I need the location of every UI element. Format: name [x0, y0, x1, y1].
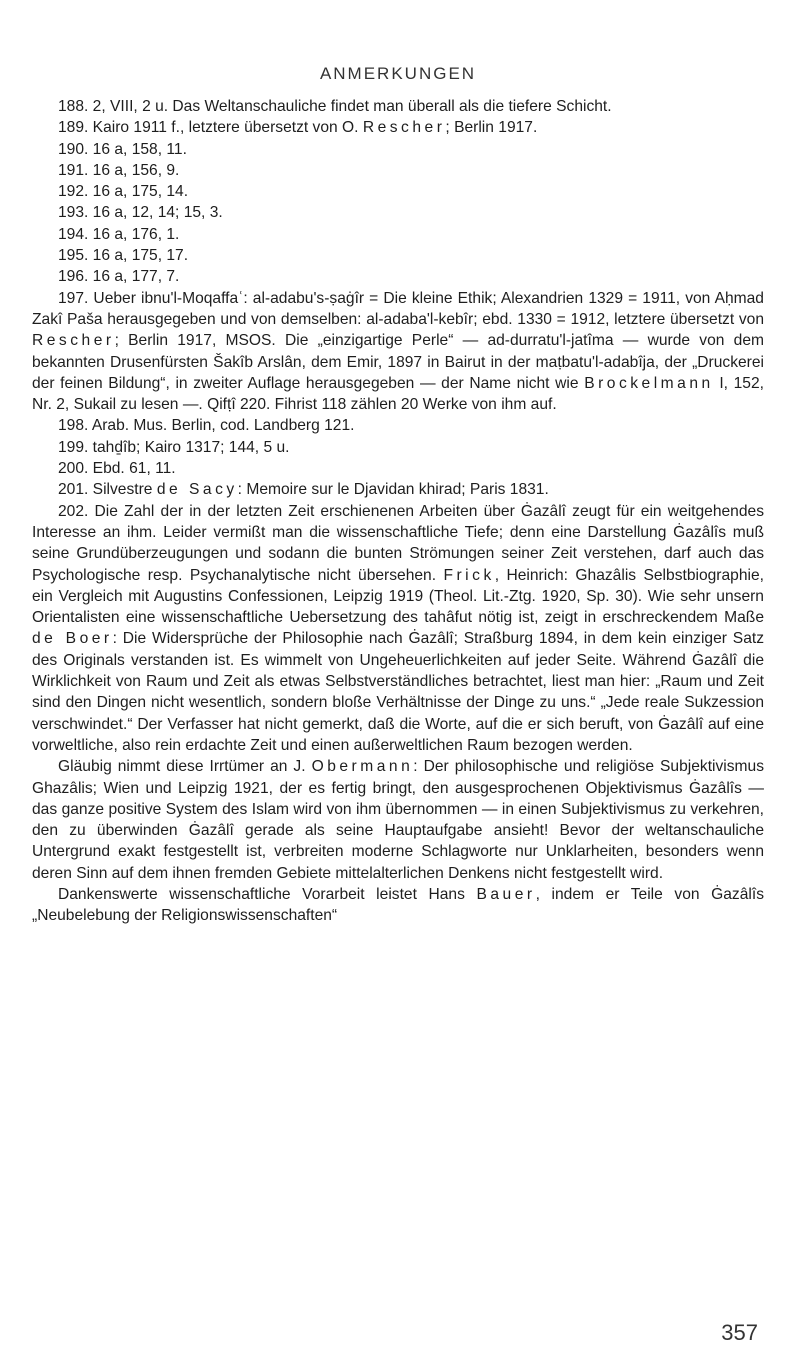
note-text: 198. Arab. Mus. Berlin, cod. Landberg 121.	[58, 417, 355, 435]
note-text: 191. 16 a, 156, 9.	[58, 161, 180, 179]
note-text: 202. Die Zahl der in der letzten Zeit erschienenen Arbeiten über Ġazâlî zeugt für ein weitgehendes Interesse an ihm. Leider vermißt man die wissenschaftliche Tiefe; denn eine Darstellung Ġazâlîs muß seine Grundüberzeugungen und sodann die bunten Strömungen seiner Zeit verstehen, darf auch das Psychologische resp. Psychanalytische nicht übersehen.	[32, 502, 764, 584]
author-name: Brockelmann	[584, 374, 714, 392]
note-197	[32, 288, 764, 416]
note-text: : Die Widersprüche der Philosophie nach Ġazâlî; Straßburg 1894, in dem kein einziger Satz des Originals verstanden ist. Es wimmelt von Ungeheuerlichkeiten auf jeder Seite. Während Ġazâlî die Wirklichkeit von Raum und Zeit als etwas Selbstverständliches betrachtet, liest man hier: „Raum und Zeit sind den Dingen nicht wesentlich, sondern bloße Verhältnisse der Dinge zu uns.“ „Jede reale Sukzession verschwindet.“ Der Verfasser hat nicht gemerkt, daß die Worte, auf die er sich beruft, von Ġazâlî auf eine vorweltliche, also rein erdachte Zeit und einen außerweltlichen Raum bezogen werden.	[32, 630, 764, 754]
author-name: Bauer	[476, 885, 536, 903]
note-202-continued	[32, 756, 764, 884]
note-195	[32, 245, 764, 266]
author-name: Rescher	[362, 119, 446, 137]
note-text: : Der philosophische und religiöse Subjektivismus Ghazâlis; Wien und Leipzig 1921, der es fertig bringt, den ausgesprochenen Objektivismus Ġazâlîs — das ganze positive System des Islam wird von ihm übernommen — in einen Subjektivismus zu verkehren, den zu überwinden Ġazâlî gerade als seine Hauptaufgabe ansieht! Bevor der weltanschauliche Untergrund exakt festgestellt ist, verbreiten moderne Schlagworte nur Unklarheiten, besonders wenn deren Sinn auf dem ihnen fremden Gebiete mittelalterlichen Denkens nicht festgestellt wird.	[32, 758, 765, 882]
note-188	[32, 96, 764, 117]
note-text: 192. 16 a, 175, 14.	[58, 183, 189, 201]
note-text: 201. Silvestre	[58, 481, 157, 499]
note-text: 188. 2, VIII, 2 u. Das Weltanschauliche findet man überall als die tiefere Schicht.	[58, 98, 612, 115]
document-page	[32, 0, 764, 1351]
note-text: Dankenswerte wissenschaftliche Vorarbeit leistet Hans	[58, 885, 477, 903]
note-198	[32, 415, 764, 436]
note-text: : Memoire sur le Djavidan khirad; Paris 1831.	[237, 481, 549, 499]
author-name: Obermann	[311, 758, 414, 776]
note-194	[32, 224, 764, 245]
note-text: 190. 16 a, 158, 11.	[58, 140, 187, 158]
note-201	[32, 479, 764, 500]
page-number: 357	[721, 1320, 758, 1345]
author-name: Frick	[443, 566, 495, 584]
note-191	[32, 160, 764, 181]
author-name: Rescher	[32, 332, 115, 350]
note-text: ; Berlin 1917, MSOS. Die „einzigartige Perle“ — ad-durratu'l-jatîma — wurde von dem bekannten Drusenfürsten Šakîb Arslân, dem Emir, 1897 in Bairut in der maṭbatu'l-adabîja, der „Druckerei der feinen Bildung“, in zweiter Auflage herausgegeben — der Name nicht wie	[32, 332, 764, 392]
note-202	[32, 501, 764, 757]
note-text: I, 152, Nr. 2, Sukail zu lesen —. Qifṭî 220. Fihrist 118 zählen 20 Werke von ihm auf.	[32, 374, 764, 414]
note-text: 195. 16 a, 175, 17.	[58, 247, 189, 265]
note-196	[32, 266, 764, 287]
note-text: 197. Ueber ibnu'l-Moqaffaʿ: al-adabu's-ṣaġîr = Die kleine Ethik; Alexandrien 1329 = 1911, von Aḥmad Zakî Paša herausgegeben und von demselben: al-adaba'l-kebîr; ebd. 1330 = 1912, letztere übersetzt von	[32, 289, 764, 328]
note-193	[32, 202, 764, 223]
note-text: , indem er Teile von Ġazâlîs „Neubelebung der Religionswissenschaften“	[32, 885, 764, 925]
note-192	[32, 181, 764, 202]
note-text: 196. 16 a, 177, 7.	[58, 268, 180, 286]
note-199	[32, 437, 764, 458]
note-text: 189. Kairo 1911 f., letztere übersetzt von O.	[58, 119, 363, 137]
note-text: 194. 16 a, 176, 1.	[58, 225, 180, 243]
running-header: ANMERKUNGEN	[319, 64, 477, 83]
note-202-final	[32, 884, 764, 927]
note-200	[32, 458, 764, 479]
notes-body	[32, 96, 764, 927]
note-text: 193. 16 a, 12, 14; 15, 3.	[58, 204, 223, 222]
note-text: 200. Ebd. 61, 11.	[58, 460, 176, 478]
author-name: de Sacy	[156, 481, 238, 499]
note-text: , Heinrich: Ghazâlis Selbstbiographie, ein Vergleich mit Augustins Confessionen, Leipzig 1919 (Theol. Lit.-Ztg. 1920, Sp. 30). Wie sehr unsern Orientalisten eine wissenschaftliche Uebersetzung des tahâfut nötig ist, zeigt in erschreckendem Maße	[32, 566, 764, 627]
author-name: de Boer	[32, 630, 113, 648]
note-text: 199. tahḏîb; Kairo 1317; 144, 5 u.	[58, 438, 290, 456]
note-190	[32, 139, 764, 160]
note-189	[32, 117, 764, 138]
note-text: ; Berlin 1917.	[445, 119, 538, 137]
note-text: Gläubig nimmt diese Irrtümer an J.	[58, 758, 312, 776]
